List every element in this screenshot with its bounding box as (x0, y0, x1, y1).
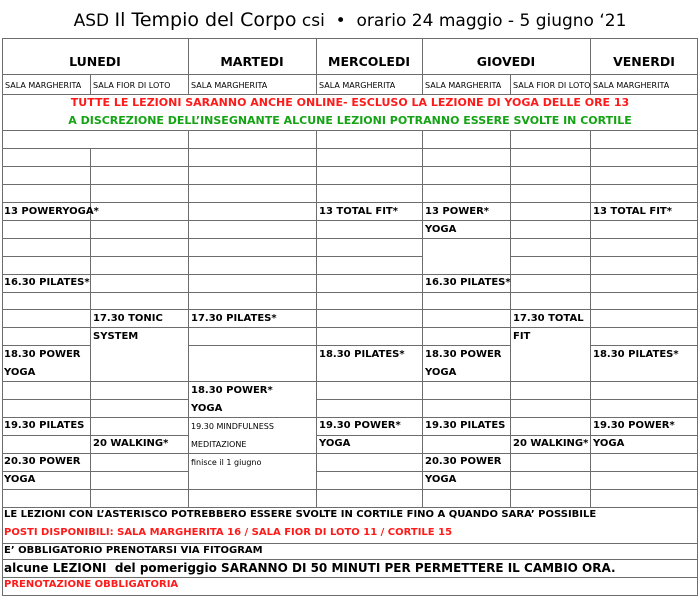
grid-line (590, 345, 698, 346)
grid-line (2, 148, 698, 149)
class-entry: 19.30 POWER* (593, 420, 675, 431)
class-entry: FIT (513, 331, 531, 342)
grid-line (2, 417, 698, 418)
class-entry: 17.30 TONIC (93, 313, 163, 324)
grid-line (316, 471, 698, 472)
title-name: Il Tempio del Corpo (114, 9, 297, 31)
grid-line (188, 130, 189, 507)
grid-line (2, 166, 698, 167)
grid-line (510, 256, 698, 257)
title-period: orario 24 maggio - 5 giugno ‘21 (356, 11, 627, 31)
class-entry: 16.30 PILATES* (425, 277, 511, 288)
room-label: SALA MARGHERITA (319, 81, 396, 90)
grid-line (2, 435, 188, 436)
grid-line (2, 327, 698, 328)
afternoon-note-a: alcune LEZIONI (4, 561, 107, 575)
room-label: SALA MARGHERITA (593, 81, 670, 90)
grid-line (2, 94, 698, 95)
grid-line (2, 220, 698, 221)
class-entry: 13 POWERYOGA* (4, 206, 99, 217)
class-entry: 18.30 POWER* (191, 385, 273, 396)
grid-line (316, 130, 317, 507)
grid-line (188, 74, 189, 94)
room-label: SALA FIOR DI LOTO (513, 81, 591, 90)
seats-note: POSTI DISPONIBILI: SALA MARGHERITA 16 / SALA FIOR DI LOTO 11 / CORTILE 15 (4, 527, 453, 538)
day-header-tuesday: MARTEDI (220, 54, 284, 69)
class-entry: YOGA (319, 438, 351, 449)
grid-line (422, 74, 423, 94)
class-entry: 19.30 PILATES (425, 420, 506, 431)
grid-line (2, 471, 188, 472)
grid-line (422, 130, 423, 507)
class-entry: 18.30 POWER (4, 349, 81, 360)
grid-line (2, 489, 698, 490)
grid-line (2, 381, 698, 382)
class-entry: 20.30 POWER (425, 456, 502, 467)
class-entry: 16.30 PILATES* (4, 277, 90, 288)
room-label: SALA MARGHERITA (191, 81, 268, 90)
grid-line (510, 130, 511, 507)
asterisk-note: LE LEZIONI CON L’ASTERISCO POTREBBERO ESSERE SVOLTE IN CORTILE FINO A QUANDO SARA’ POSSIBILE (4, 509, 597, 520)
grid-line (2, 38, 698, 39)
title-bullet: • (335, 11, 346, 31)
grid-line (316, 74, 317, 94)
grid-line (2, 130, 698, 131)
class-entry: 18.30 POWER (425, 349, 502, 360)
class-entry: 13 POWER* (425, 206, 490, 217)
grid-line (2, 184, 698, 185)
class-entry: YOGA (593, 438, 625, 449)
schedule-table (2, 38, 698, 596)
grid-line (316, 435, 698, 436)
class-entry: 20 WALKING* (513, 438, 589, 449)
grid-line (590, 130, 591, 507)
schedule-title (0, 0, 700, 38)
afternoon-note-b: del pomeriggio SARANNO DI 50 MINUTI PER PERMETTERE IL CAMBIO ORA. (114, 561, 616, 575)
room-label: SALA FIOR DI LOTO (93, 81, 171, 90)
grid-line (2, 559, 698, 560)
class-entry: 17.30 TOTAL (513, 313, 584, 324)
mandatory-booking-note: PRENOTAZIONE OBBLIGATORIA (4, 579, 179, 590)
booking-note: E’ OBBLIGATORIO PRENOTARSI VIA FITOGRAM (4, 545, 263, 556)
class-entry: finisce il 1 giugno (191, 458, 262, 467)
grid-line (316, 399, 698, 400)
room-label: SALA MARGHERITA (425, 81, 502, 90)
grid-line (2, 274, 698, 275)
class-entry: 20 WALKING* (93, 438, 169, 449)
grid-line (2, 577, 698, 578)
grid-line (90, 148, 91, 507)
grid-line (2, 543, 698, 544)
grid-line (2, 74, 698, 75)
class-entry: YOGA (425, 224, 457, 235)
day-header-friday: VENERDI (613, 54, 675, 69)
class-entry: 13 TOTAL FIT* (593, 206, 672, 217)
class-entry: 19.30 MINDFULNESS (191, 422, 274, 431)
class-entry: MEDITAZIONE (191, 440, 247, 449)
class-entry: 20.30 POWER (4, 456, 81, 467)
grid-line (2, 453, 698, 454)
class-entry: YOGA (191, 403, 223, 414)
afternoon-note (4, 561, 616, 575)
grid-line (2, 292, 698, 293)
day-header-monday: LUNEDI (69, 54, 121, 69)
grid-line (2, 238, 698, 239)
day-header-thursday: GIOVEDI (476, 54, 536, 69)
room-label: SALA MARGHERITA (5, 81, 82, 90)
class-entry: SYSTEM (93, 331, 139, 342)
class-entry: YOGA (4, 474, 36, 485)
class-entry: 18.30 PILATES* (319, 349, 405, 360)
class-entry: 18.30 PILATES* (593, 349, 679, 360)
class-entry: YOGA (425, 367, 457, 378)
title-org: ASD (73, 11, 110, 31)
grid-line (2, 309, 698, 310)
class-entry: YOGA (425, 474, 457, 485)
courtyard-banner: A DISCREZIONE DELL’INSEGNANTE ALCUNE LEZIONI POTRANNO ESSERE SVOLTE IN CORTILE (68, 114, 632, 127)
class-entry: 19.30 POWER* (319, 420, 401, 431)
day-header-wednesday: MERCOLEDI (328, 54, 410, 69)
grid-line (188, 345, 510, 346)
title-suffix: csi (301, 11, 325, 31)
grid-line (90, 74, 91, 94)
grid-line (2, 345, 90, 346)
grid-line (2, 202, 698, 203)
grid-line (2, 399, 188, 400)
online-banner: TUTTE LE LEZIONI SARANNO ANCHE ONLINE- ESCLUSO LA LEZIONE DI YOGA DELLE ORE 13 (70, 96, 630, 109)
grid-line (2, 507, 698, 508)
class-entry: 13 TOTAL FIT* (319, 206, 398, 217)
grid-line (2, 256, 422, 257)
class-entry: 19.30 PILATES (4, 420, 85, 431)
grid-line (510, 74, 511, 94)
class-entry: YOGA (4, 367, 36, 378)
class-entry: 17.30 PILATES* (191, 313, 277, 324)
